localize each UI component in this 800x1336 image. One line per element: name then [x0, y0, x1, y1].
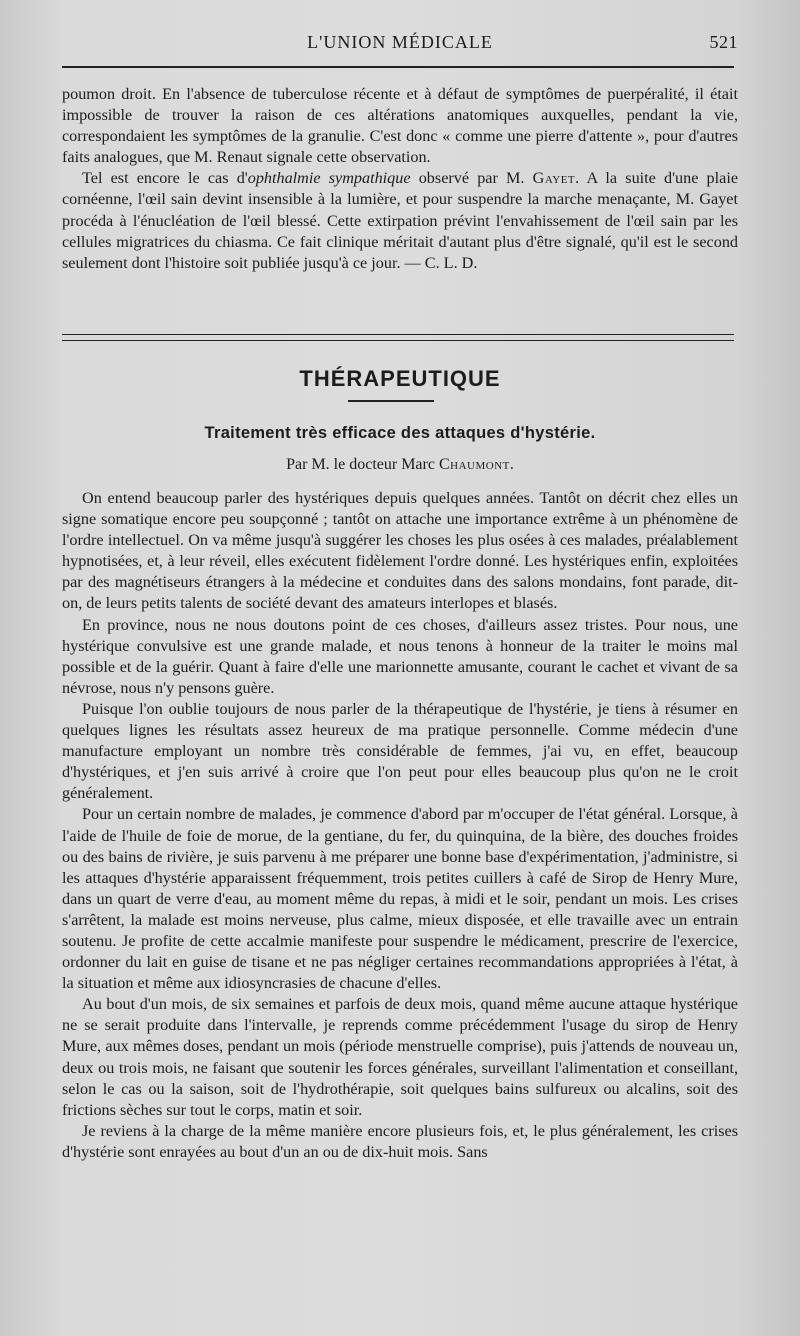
paragraph: Pour un certain nombre de malades, je commence d'abord par m'occuper de l'état général. Lorsque, à l'aide de l'huile de foie de morue, de la gentiane, du fer, du quinquina, de la bière, des douches froides ou des bains de rivière, je suis parvenu à me préparer une bonne base d'expérimentation, j'administre, si les attaques d'hystérie apparaissent fréquemment, trois petites cuillers à café de Sirop de Henry Mure, dans un quart de verre d'eau, au moment même du repas, à midi et le soir, pendant un mois. Les crises s'arrêtent, la malade est moins nerveuse, plus calme, mieux disposée, et elle travaille avec un entrain soutenu. Je profite de cette accalmie manifeste pour suspendre le médicament, prescrire de l'exercice, ordonner du lait en guise de tisane et ne pas négliger certaines recommandations appropriées à l'état, à la situation et même aux idiosyncrasies de chacune d'elles. [62, 805, 738, 993]
paragraph: Je reviens à la charge de la même manière encore plusieurs fois, et, le plus généralement, les crises d'hystérie sont enrayées au bout d'un an ou de dix-huit mois. Sans [62, 1121, 738, 1161]
title-rule [348, 400, 434, 402]
running-head [0, 30, 800, 60]
section-title: THÉRAPEUTIQUE [299, 366, 501, 391]
byline [0, 456, 800, 474]
paragraph: En province, nous ne nous doutons point de ces choses, d'ailleurs assez tristes. Pour nous, une hystérique convulsive est une grande malade, et nous tenons à honneur de la traiter le moins mal possible et de la guérir. Quant à faire d'elle une marionnette amusante, courant le cachet et vivant de sa névrose, nous n'y pensons guère. [62, 615, 738, 697]
text-run: observé par M. [410, 169, 533, 188]
article-body [62, 488, 738, 1163]
journal-title: L'UNION MÉDICALE [307, 32, 493, 52]
paragraph: Au bout d'un mois, de six semaines et parfois de deux mois, quand même aucune attaque hystérique ne se serait produite dans l'intervalle, je reprends comme précédemment l'usage du sirop de Henry Mure, aux mêmes doses, pendant un mois (période menstruelle comprise), puis j'attends de nouveau un, deux ou trois mois, ne faisant que soutenir les forces générales, surveillant l'alimentation et conseillant, selon le cas ou la saison, soit de l'hydrothérapie, soit quelques bains sulfureux ou alcalins, soit des frictions sèches sur tout le corps, matin et soir. [62, 995, 738, 1119]
page-number: 521 [709, 32, 738, 52]
paragraph: On entend beaucoup parler des hystériques depuis quelques années. Tantôt on décrit chez elles un signe somatique encore peu soupçonné ; tantôt on attache une importance extrême à un phénomène de l'ordre intellectuel. On va même jusqu'à suggérer les choses les plus osées à ces malades, préalablement hypnotisées, et, à leur réveil, elles exécutent fidèlement l'ordre donné. Les hystériques enfin, exploitées par des magnétiseurs étrangers à la médecine et conduites dans des salons mondains, font parade, dit-on, de leurs petits talents de société devant des amateurs interlopes et blasés. [62, 489, 738, 613]
text-run: . A la suite d'une plaie cornéenne, l'œil sain devint insensible à la lumière, et pour suspendre la marche menaçante, M. Gayet procéda à l'énucléation de l'œil blessé. Cette extirpation prévint l'envahissement de l'œil sain par les cellules migratrices du chiasma. Ce fait clinique méritait d'autant plus d'être signalé, qu'il est le second seulement dont l'histoire soit publiée jusqu'à ce jour. — C. L. D. [62, 169, 738, 272]
paragraph: poumon droit. En l'absence de tuberculose récente et à défaut de symptômes de puerpéralité, il était impossible de trouver la raison de ces altérations anatomiques auxquelles, pendant la vie, correspondaient les symptômes de la granulie. C'est donc « comme une pierre d'attente », pour d'autres faits analogues, que M. Renaut signale cette observation. [62, 85, 738, 167]
byline-suffix: . [509, 456, 514, 473]
paragraph: Puisque l'on oublie toujours de nous parler de la thérapeutique de l'hystérie, je tiens à résumer en quelques lignes les résultats assez heureux de ma pratique personnelle. Comme médecin d'une manufacture employant un nombre très considérable de femmes, j'ai vu, en effet, beaucoup d'hystériques, et j'en suis arrivé à croire que l'on peut pour elles beaucoup plus qu'on ne le croit généralement. [62, 699, 738, 803]
byline-prefix: Par M. le docteur Marc [286, 456, 439, 473]
author-name: Chaumont [438, 456, 510, 473]
italic-term: ophthalmie sympathique [247, 169, 411, 188]
text-run: Tel est encore le cas d' [82, 169, 248, 188]
section-separator [62, 334, 734, 341]
author-name: Gayet [532, 169, 576, 188]
header-rule [62, 66, 734, 68]
article-title: Traitement très efficace des attaques d'hystérie. [204, 424, 596, 442]
paragraph [62, 168, 738, 273]
preceding-article-end [62, 84, 738, 274]
